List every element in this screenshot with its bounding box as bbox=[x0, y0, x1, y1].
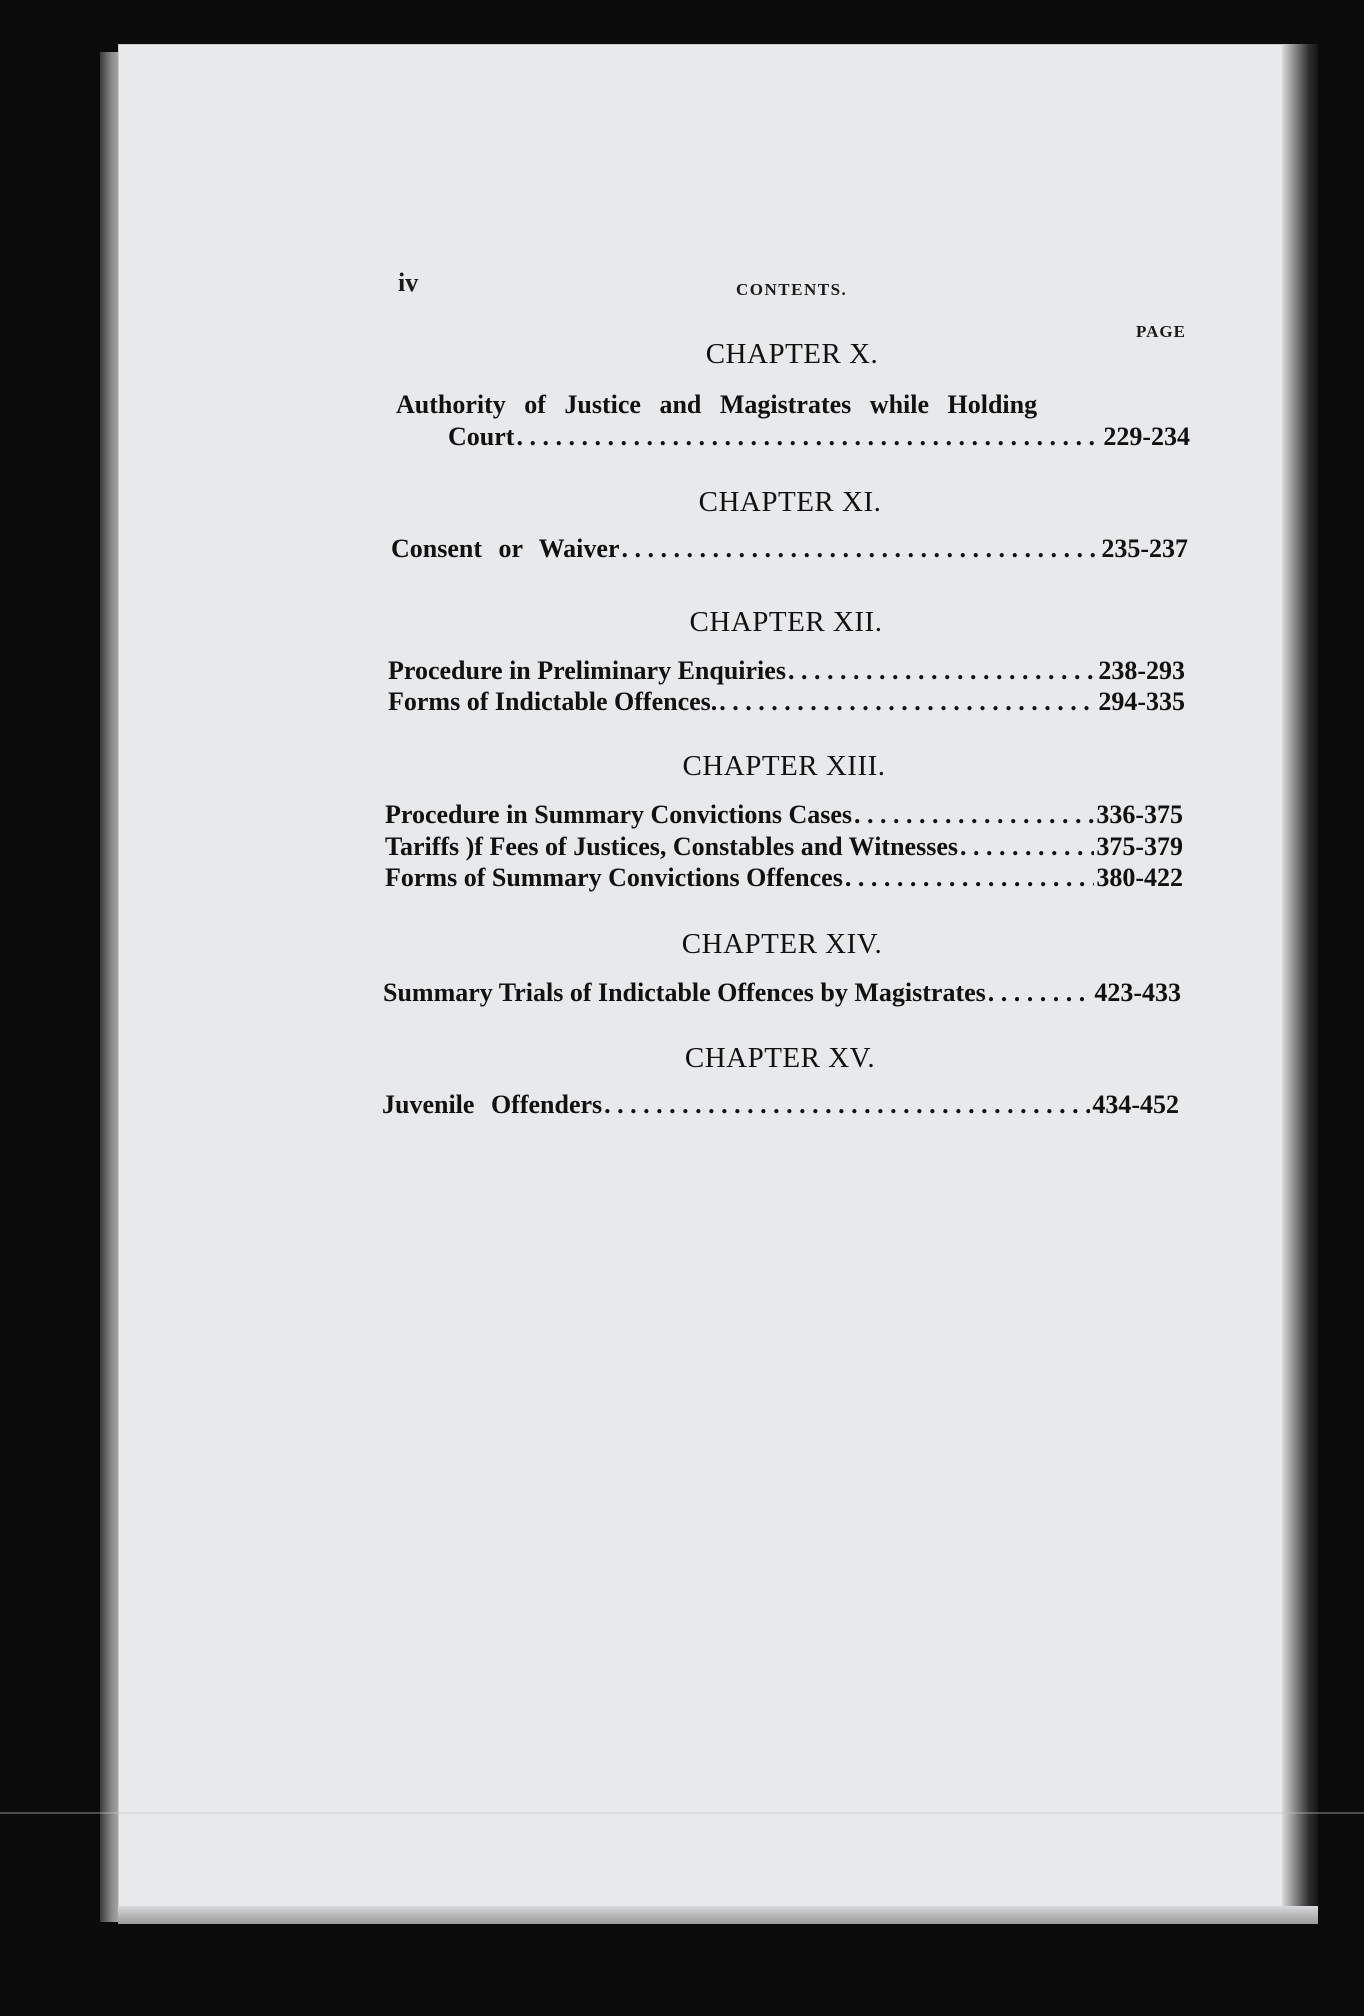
chapter-heading: CHAPTER XV. bbox=[684, 1042, 876, 1074]
leader-dots bbox=[845, 863, 1094, 893]
toc-entry-title: Juvenile Offenders bbox=[382, 1090, 603, 1119]
running-title: CONTENTS. bbox=[736, 280, 848, 299]
toc-entry bbox=[385, 832, 1183, 862]
toc-entry-pages: 423-433 bbox=[1094, 978, 1181, 1007]
toc-entry-pages: 294-335 bbox=[1098, 687, 1185, 716]
toc-entry-pages: 235-237 bbox=[1101, 534, 1188, 563]
toc-entry-title: Forms of Summary Convictions Offences bbox=[385, 863, 843, 892]
toc-entry bbox=[448, 422, 1190, 452]
toc-entry-title: Court bbox=[448, 422, 515, 451]
chapter-heading: CHAPTER XIV. bbox=[681, 928, 883, 960]
page-column-label: PAGE bbox=[1136, 322, 1186, 341]
toc-entry-title: Procedure in Preliminary Enquiries bbox=[388, 656, 786, 685]
leader-dots bbox=[988, 978, 1093, 1008]
toc-entry-pages: 336-375 bbox=[1096, 800, 1183, 829]
leader-dots bbox=[854, 800, 1094, 830]
toc-entry-title: Consent or Waiver bbox=[391, 534, 620, 563]
toc-entry-title: Procedure in Summary Convictions Cases bbox=[385, 800, 853, 829]
page-number: iv bbox=[398, 268, 419, 297]
chapter-heading: CHAPTER XII. bbox=[689, 606, 883, 638]
toc-entry bbox=[388, 687, 1185, 717]
toc-entry-pages: 375-379 bbox=[1096, 832, 1183, 861]
toc-entry bbox=[391, 534, 1188, 564]
toc-entry-pages: 434-452 bbox=[1092, 1090, 1179, 1119]
chapter-heading: CHAPTER X. bbox=[705, 338, 879, 370]
chapter-heading: CHAPTER XI. bbox=[698, 486, 882, 518]
page-right-edge-shadow bbox=[1282, 44, 1318, 1924]
toc-entry bbox=[383, 978, 1181, 1008]
leader-dots bbox=[516, 422, 1101, 452]
toc-entry bbox=[385, 800, 1183, 830]
scan-artifact-line bbox=[0, 1812, 1364, 1814]
toc-entry-pages: 238-293 bbox=[1098, 656, 1185, 685]
leader-dots bbox=[604, 1090, 1090, 1120]
leader-dots bbox=[621, 534, 1099, 564]
leader-dots bbox=[788, 656, 1096, 686]
leader-dots bbox=[960, 832, 1094, 862]
toc-entry-pages: 229-234 bbox=[1103, 422, 1190, 451]
toc-entry bbox=[388, 656, 1185, 686]
toc-entry bbox=[382, 1090, 1179, 1120]
toc-entry-title: Summary Trials of Indictable Offences by Magistrates bbox=[383, 978, 986, 1007]
toc-entry-title: Forms of Indictable Offences. bbox=[388, 687, 718, 716]
page-bottom-edge bbox=[118, 1906, 1318, 1924]
toc-entry-title-line: Authority of Justice and Magistrates while Holding bbox=[396, 390, 1038, 419]
toc-entry-pages: 380-422 bbox=[1096, 863, 1183, 892]
chapter-heading: CHAPTER XIII. bbox=[682, 750, 886, 782]
toc-entry-title: Tariffs )f Fees of Justices, Constables and Witnesses bbox=[385, 832, 958, 861]
toc-entry bbox=[385, 863, 1183, 893]
leader-dots bbox=[719, 687, 1096, 717]
